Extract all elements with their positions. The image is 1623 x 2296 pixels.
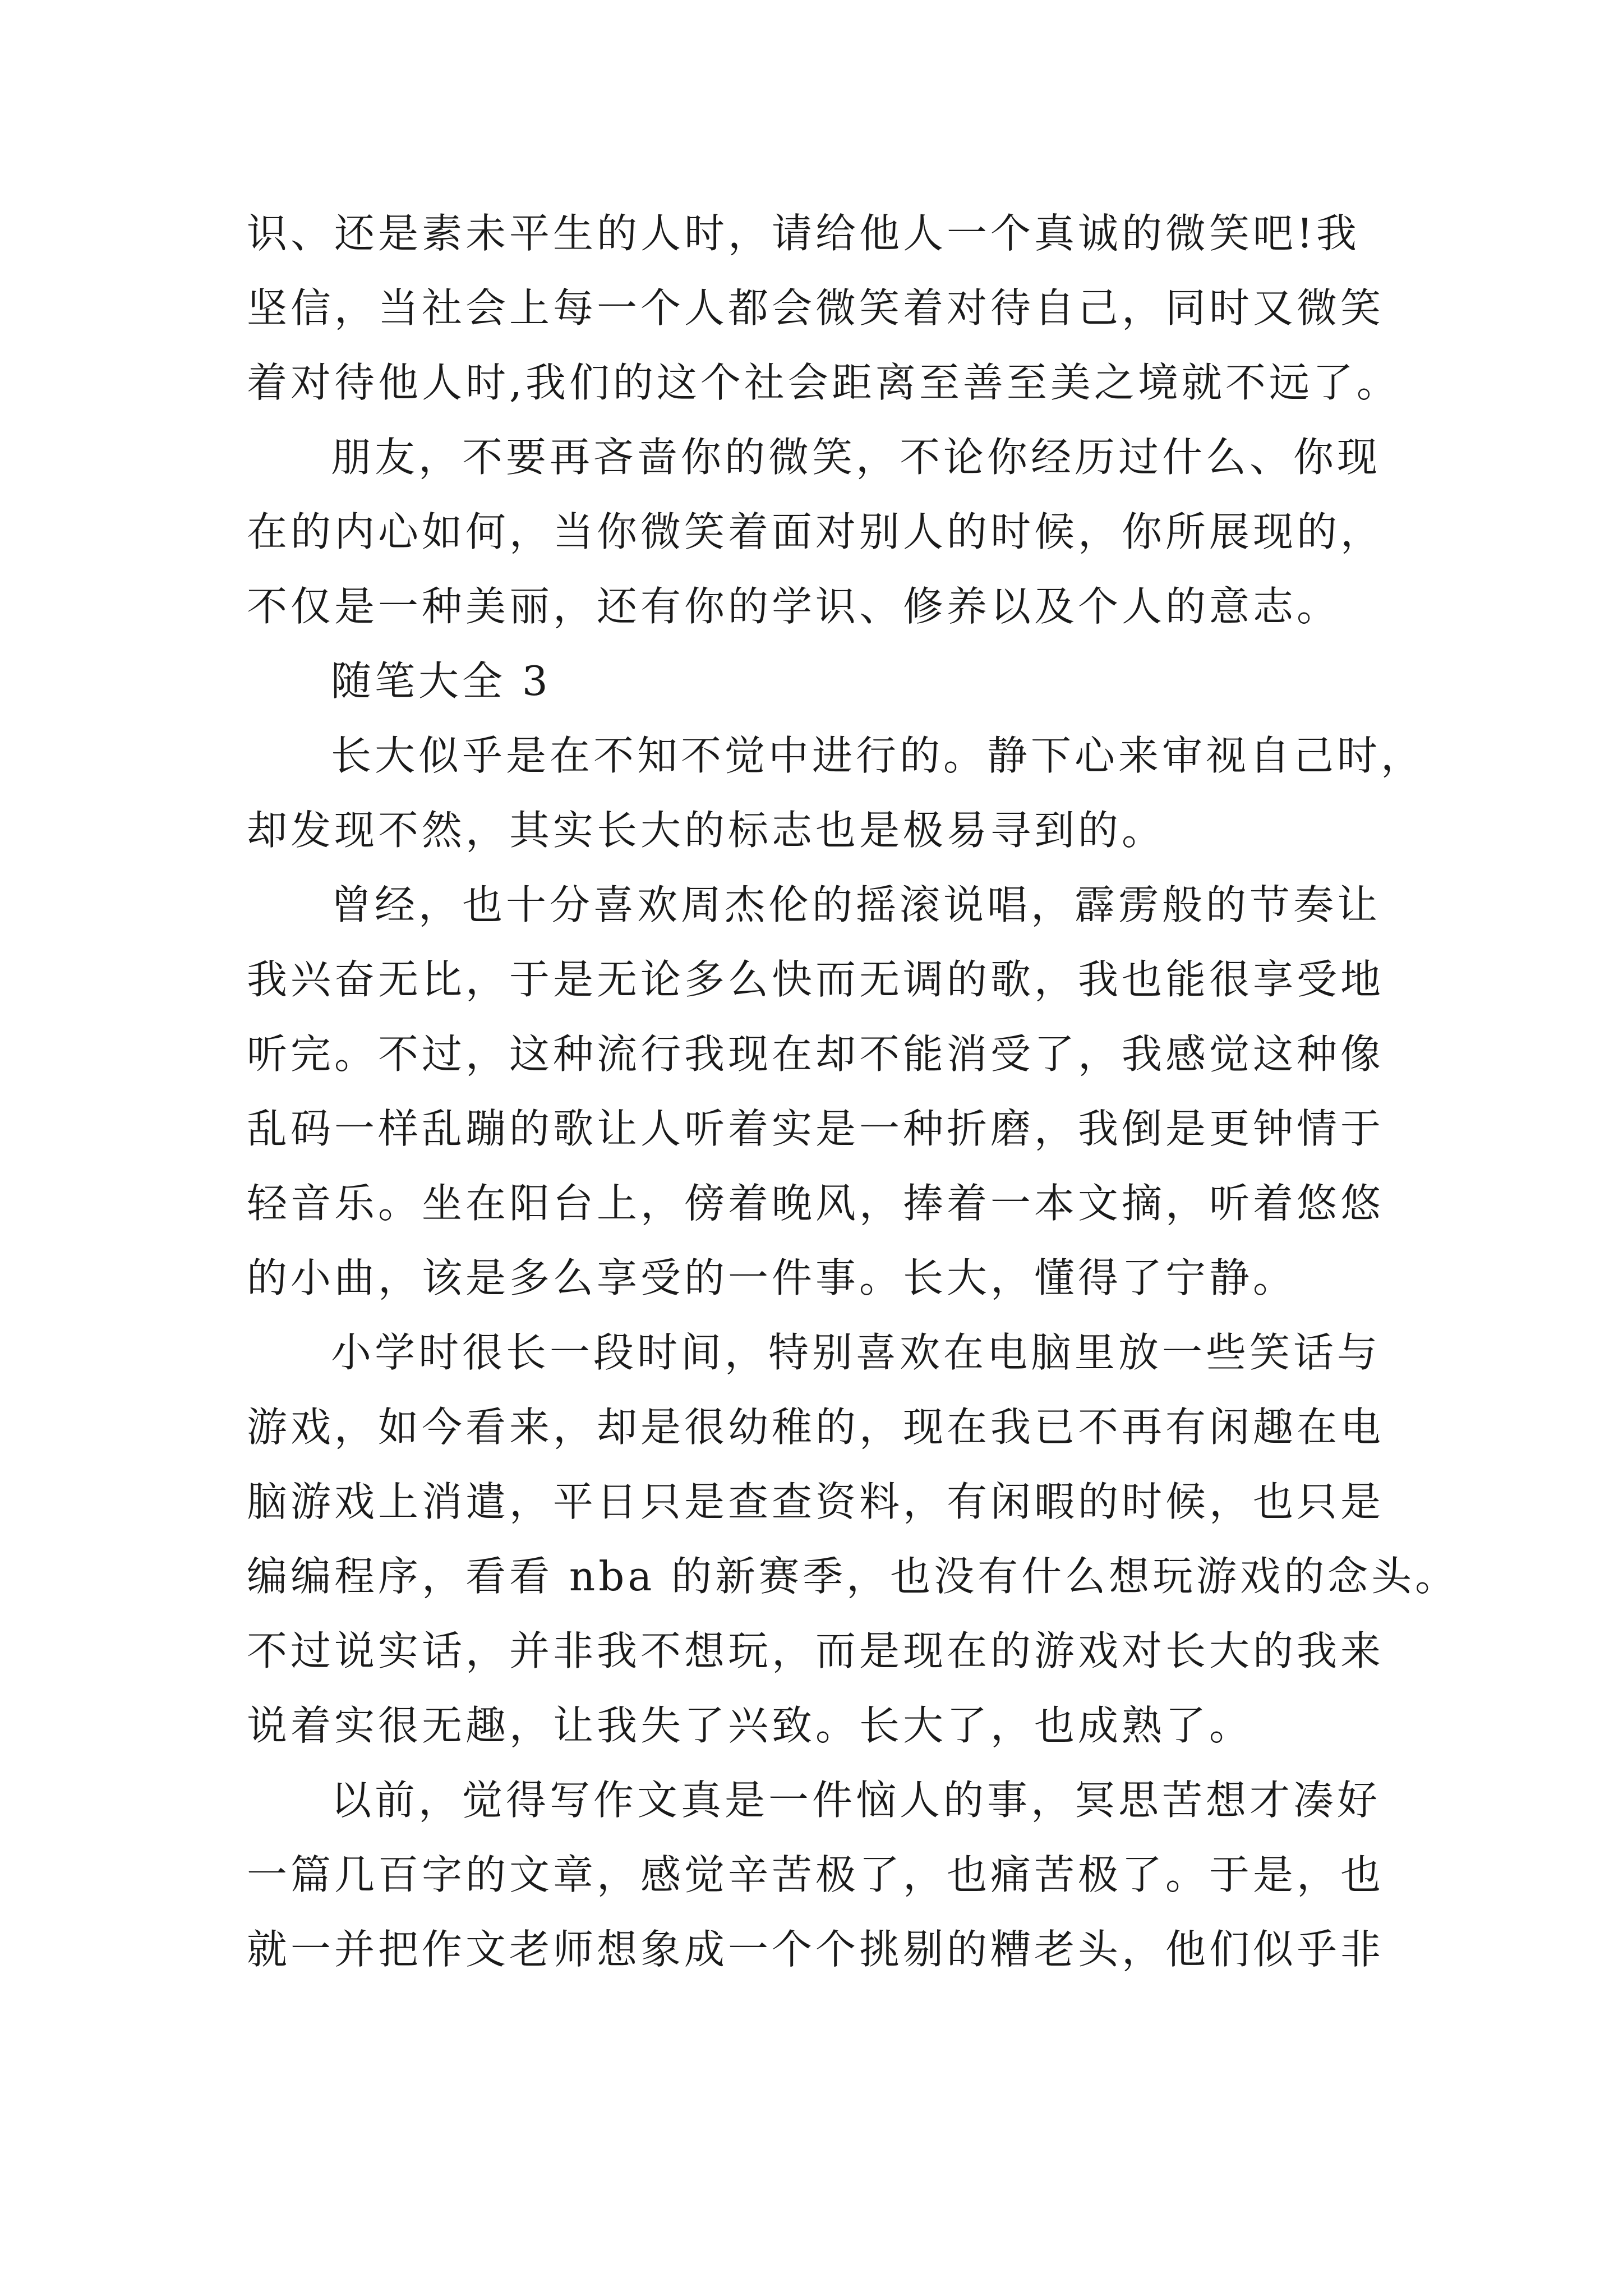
text-line: 坚信，当社会上每一个人都会微笑着对待自己，同时又微笑 (247, 284, 1385, 332)
text-line: 在的内心如何，当你微笑着面对别人的时候，你所展现的， (247, 508, 1385, 555)
text-line: 曾经，也十分喜欢周杰伦的摇滚说唱，霹雳般的节奏让 (331, 881, 1381, 928)
text-line: 着对待他人时,我们的这个社会距离至善至美之境就不远了。 (247, 359, 1400, 406)
text-line: 说着实很无趣，让我失了兴致。长大了，也成熟了。 (247, 1702, 1253, 1749)
text-line: 乱码一样乱蹦的歌让人听着实是一种折磨，我倒是更钟情于 (247, 1105, 1385, 1152)
text-line: 听完。不过，这种流行我现在却不能消受了，我感觉这种像 (247, 1030, 1385, 1078)
text-line: 游戏，如今看来，却是很幼稚的，现在我已不再有闲趣在电 (247, 1404, 1385, 1451)
text-line: 小学时很长一段时间，特别喜欢在电脑里放一些笑话与 (331, 1329, 1381, 1376)
text-line: 我兴奋无比，于是无论多么快而无调的歌，我也能很享受地 (247, 956, 1385, 1003)
text-line: 识、还是素未平生的人时，请给他人一个真诚的微笑吧!我 (247, 210, 1360, 257)
text-line: 不过说实话，并非我不想玩，而是现在的游戏对长大的我来 (247, 1627, 1385, 1674)
text-line: 却发现不然，其实长大的标志也是极易寻到的。 (247, 807, 1166, 854)
text-line: 不仅是一种美丽，还有你的学识、修养以及个人的意志。 (247, 583, 1341, 630)
text-line: 一篇几百字的文章，感觉辛苦极了，也痛苦极了。于是，也 (247, 1851, 1385, 1898)
text-line: 轻音乐。坐在阳台上，傍着晚风，捧着一本文摘，听着悠悠 (247, 1180, 1385, 1227)
text-line: 朋友，不要再吝啬你的微笑，不论你经历过什么、你现 (331, 434, 1381, 481)
text-line: 脑游戏上消遣，平日只是查查资料，有闲暇的时候，也只是 (247, 1478, 1385, 1525)
document-body (247, 196, 1459, 1987)
text-line: 就一并把作文老师想象成一个个挑剔的糟老头，他们似乎非 (247, 1926, 1385, 1973)
text-line: 长大似乎是在不知不觉中进行的。静下心来审视自己时， (331, 732, 1425, 779)
text-line: 的小曲，该是多么享受的一件事。长大，懂得了宁静。 (247, 1254, 1297, 1301)
text-line: 编编程序，看看 nba 的新赛季，也没有什么想玩游戏的念头。 (247, 1553, 1459, 1600)
text-line: 以前，觉得写作文真是一件恼人的事，冥思苦想才凑好 (331, 1777, 1381, 1824)
section-heading: 随笔大全 3 (331, 657, 551, 705)
